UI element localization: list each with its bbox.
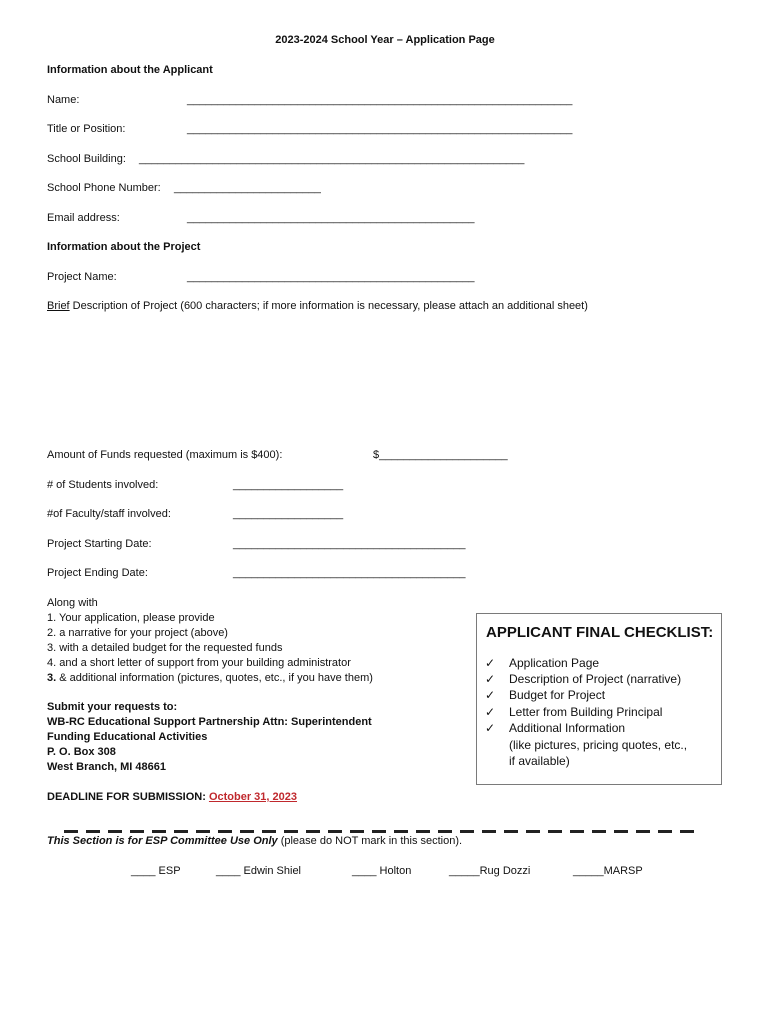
school-building-field[interactable]: _______________________________________________________________ xyxy=(139,153,525,165)
project-name-label: Project Name: xyxy=(47,271,117,283)
submit-heading: Submit your requests to: xyxy=(47,701,178,713)
amount-label: Amount of Funds requested (maximum is $400): xyxy=(47,449,283,461)
checklist-item-label: Description of Project (narrative) xyxy=(509,672,682,686)
address-line: P. O. Box 308 xyxy=(47,746,116,758)
address-line: WB-RC Educational Support Partnership Attn: Superintendent xyxy=(47,716,372,728)
page-title: 2023-2024 School Year – Application Page xyxy=(275,34,495,46)
end-date-field[interactable]: ______________________________________ xyxy=(233,567,466,579)
school-building-label: School Building: xyxy=(47,153,126,165)
list-item-number: 3. xyxy=(47,672,57,684)
checklist-item xyxy=(485,705,662,719)
checklist-item xyxy=(485,688,605,702)
committee-note xyxy=(47,835,462,847)
list-item: 3. with a detailed budget for the requested funds xyxy=(47,642,283,654)
name-field[interactable]: _______________________________________________________________ xyxy=(187,94,573,106)
deadline-label: DEADLINE FOR SUBMISSION: xyxy=(47,791,209,803)
checkmark-icon: ✓ xyxy=(485,656,496,670)
along-with-heading: Along with xyxy=(47,597,98,609)
address-line: West Branch, MI 48661 xyxy=(47,761,167,773)
checklist-item-label: Letter from Building Principal xyxy=(509,705,663,719)
deadline-date: October 31, 2023 xyxy=(208,791,298,803)
project-heading: Information about the Project xyxy=(47,241,201,253)
committee-note-bold: This Section is for ESP Committee Use Only xyxy=(47,835,278,847)
end-date-label: Project Ending Date: xyxy=(47,567,148,579)
checklist-item-label: Application Page xyxy=(509,656,600,670)
school-phone-field[interactable]: ________________________ xyxy=(174,182,321,194)
committee-esp: ____ ESP xyxy=(131,865,181,877)
checklist-note: (like pictures, pricing quotes, etc., xyxy=(509,738,688,752)
faculty-label: #of Faculty/staff involved: xyxy=(47,508,171,520)
checkmark-icon: ✓ xyxy=(485,705,496,719)
checklist-item-label: Budget for Project xyxy=(509,688,606,702)
checklist-item-label: Additional Information xyxy=(509,721,626,735)
title-position-label: Title or Position: xyxy=(47,123,126,135)
description-instruction xyxy=(47,300,588,312)
students-label: # of Students involved: xyxy=(47,479,159,491)
committee-holton: ____ Holton xyxy=(352,865,412,877)
section-divider xyxy=(64,830,702,833)
list-item: 2. a narrative for your project (above) xyxy=(47,627,228,639)
list-item: 1. Your application, please provide xyxy=(47,612,215,624)
start-date-field[interactable]: ______________________________________ xyxy=(233,538,466,550)
email-field[interactable]: _______________________________________________ xyxy=(187,212,475,224)
applicant-heading: Information about the Applicant xyxy=(47,64,213,76)
faculty-field[interactable]: __________________ xyxy=(233,508,344,520)
committee-marsp: _____MARSP xyxy=(573,865,643,877)
description-brief: Brief xyxy=(47,300,70,312)
final-checklist-box xyxy=(476,613,722,785)
start-date-label: Project Starting Date: xyxy=(47,538,152,550)
checklist-title: APPLICANT FINAL CHECKLIST: xyxy=(486,624,714,641)
title-position-field[interactable]: _______________________________________________________________ xyxy=(187,123,573,135)
description-rest: Description of Project (600 characters; if more information is necessary, please attach an additional sheet) xyxy=(69,300,588,312)
checkmark-icon: ✓ xyxy=(485,672,496,686)
deadline xyxy=(47,791,297,803)
checklist-note: if available) xyxy=(509,754,570,768)
amount-field[interactable]: $_____________________ xyxy=(373,449,508,461)
committee-note-rest: (please do NOT mark in this section). xyxy=(277,835,463,847)
students-field[interactable]: __________________ xyxy=(233,479,344,491)
committee-rug-dozzi: _____Rug Dozzi xyxy=(449,865,531,877)
checklist-item xyxy=(485,672,681,686)
checklist-item xyxy=(485,656,599,670)
checkmark-icon: ✓ xyxy=(485,688,496,702)
name-label: Name: xyxy=(47,94,80,106)
checklist-item xyxy=(485,721,625,735)
school-phone-label: School Phone Number: xyxy=(47,182,161,194)
committee-edwin-shiel: ____ Edwin Shiel xyxy=(216,865,302,877)
project-name-field[interactable]: _______________________________________________ xyxy=(187,271,475,283)
list-item: 4. and a short letter of support from your building administrator xyxy=(47,657,351,669)
address-line: Funding Educational Activities xyxy=(47,731,208,743)
list-item-text: & additional information (pictures, quotes, etc., if you have them) xyxy=(56,672,373,684)
email-label: Email address: xyxy=(47,212,120,224)
list-item xyxy=(47,672,373,684)
checkmark-icon: ✓ xyxy=(485,721,496,735)
